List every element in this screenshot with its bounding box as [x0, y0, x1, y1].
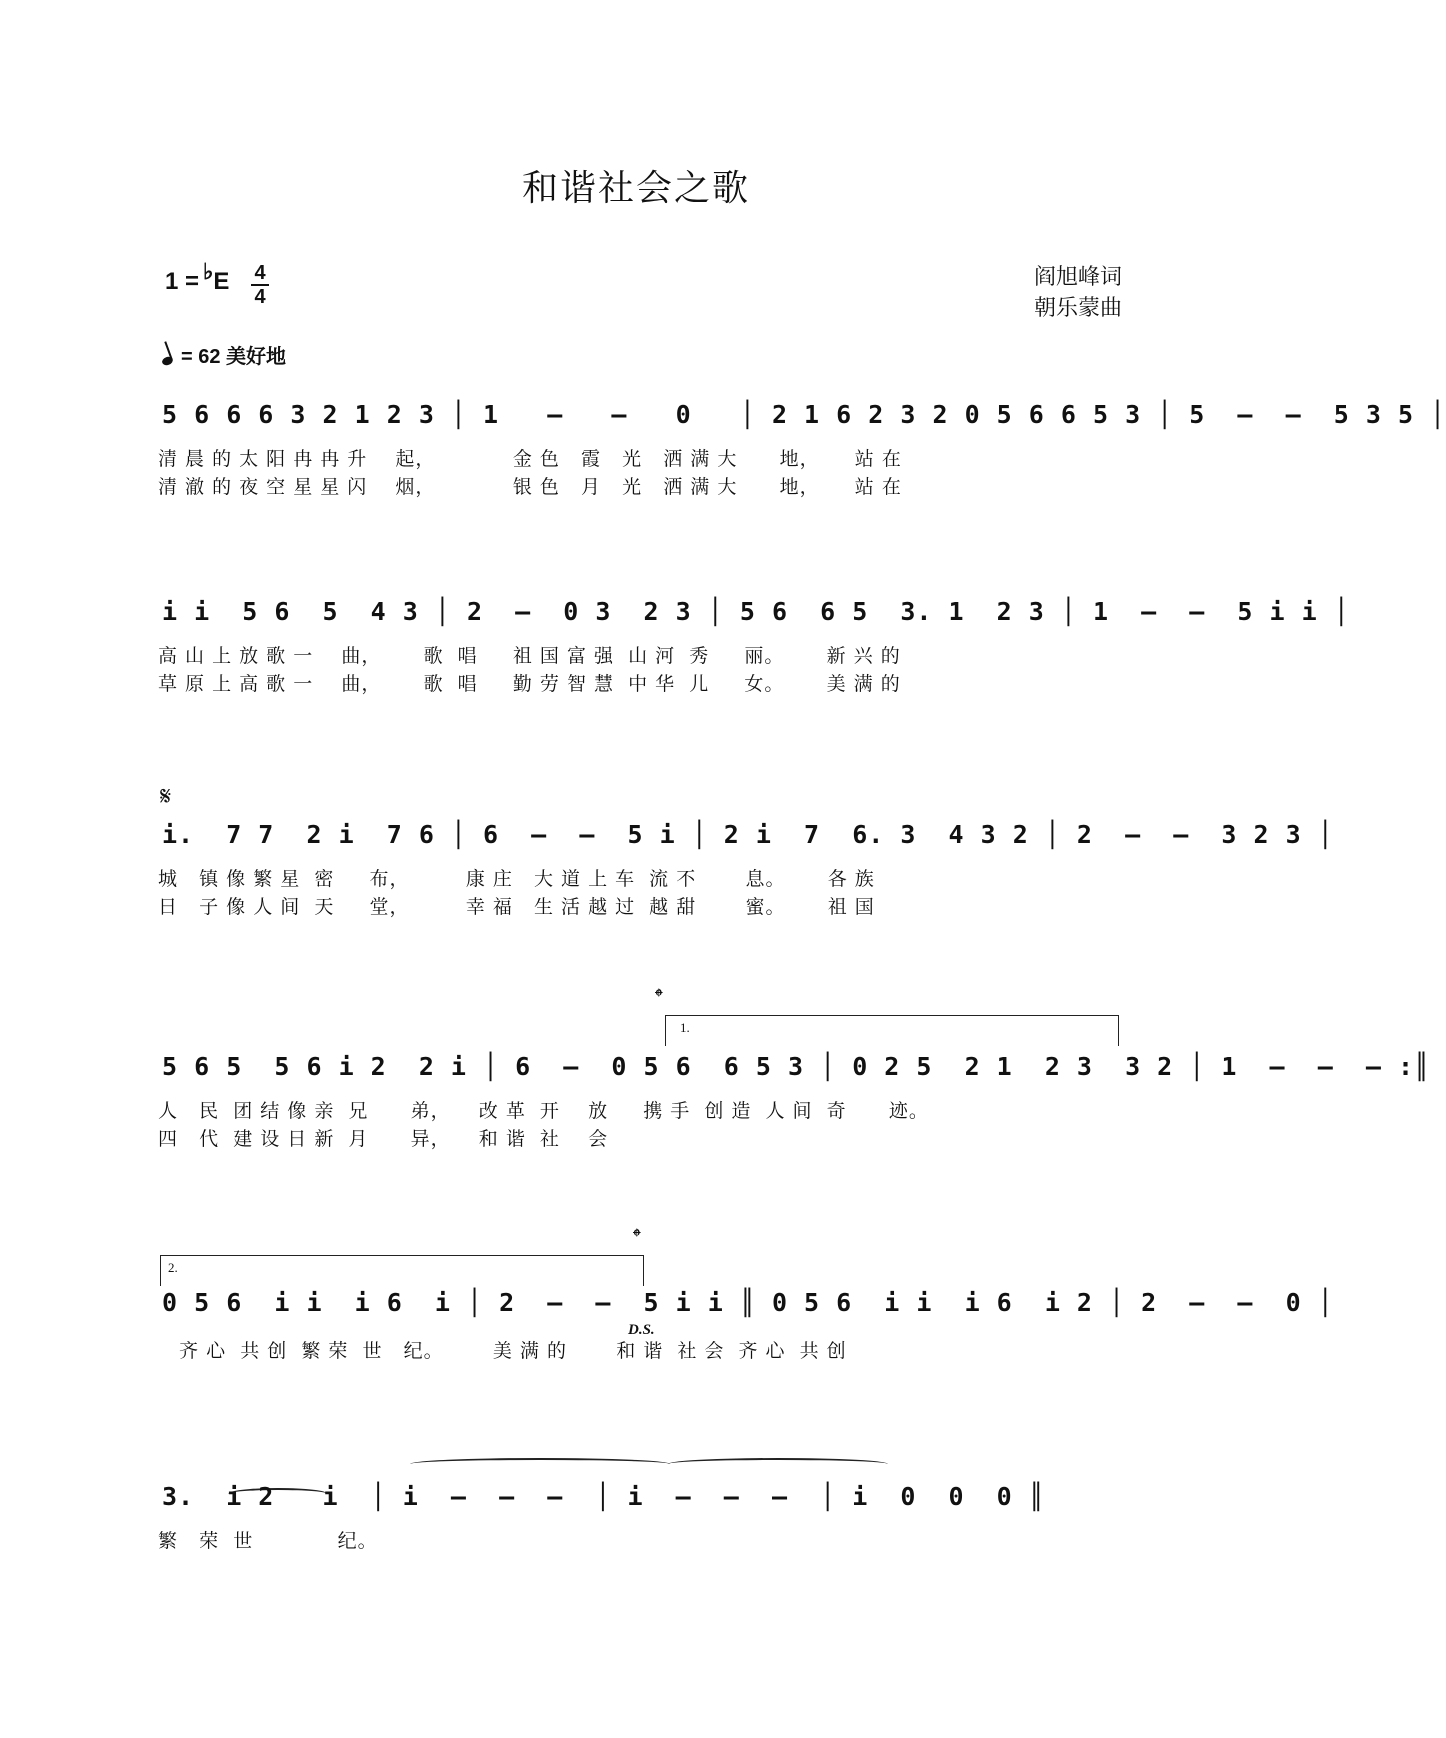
lyrics-line-1-verse-1: 清 晨 的 太 阳 冉 冉 升 起， 金 色 霞 光 洒 满 大 地， 站 在 — [158, 448, 902, 470]
first-ending-label: 1. — [680, 1020, 690, 1035]
tie-arc — [410, 1458, 670, 1470]
notes-line-4: 5 6 5 5 6 i 2 2 i │ 6 – 0 5 6 6 5 3 │ 0 2 5 2 1 2 3 3 2 │ 1 – – – :║ — [162, 1052, 1431, 1081]
first-ending-bracket — [665, 1015, 1119, 1046]
lyrics-line-4-verse-2: 四 代 建 设 日 新 月 异， 和 谐 社 会 — [158, 1128, 609, 1150]
lyricist: 阎旭峰词 — [1033, 265, 1122, 290]
lyrics-line-2-verse-2: 草 原 上 高 歌 一 曲， 歌 唱 勤 劳 智 慧 中 华 儿 女。 美 满 的 — [158, 673, 901, 695]
lyrics-line-4-verse-1: 人 民 团 结 像 亲 兄 弟， 改 革 开 放 携 手 创 造 人 间 奇 迹。 — [158, 1100, 929, 1122]
composer: 朝乐蒙曲 — [1033, 296, 1122, 321]
notes-line-6: 3. i 2 i │ i – – – │ i – – – │ i 0 0 0 ║ — [162, 1482, 1045, 1511]
notes-line-3: i. 7 7 2 i 7 6 │ 6 – – 5 i │ 2 i 7 6. 3 4 3 2 │ 2 – – 3 2 3 │ — [162, 820, 1334, 849]
lyrics-line-2-verse-1: 高 山 上 放 歌 一 曲， 歌 唱 祖 国 富 强 山 河 秀 丽。 新 兴 的 — [158, 645, 901, 667]
key-signature — [165, 259, 230, 296]
second-ending-label: 2. — [168, 1260, 178, 1275]
lyrics-line-3-verse-1: 城 镇 像 繁 星 密 布， 康 庄 大 道 上 车 流 不 息。 各 族 — [158, 868, 875, 890]
key-prefix: 1 = — [165, 268, 200, 295]
notes-line-2: i i 5 6 5 4 3 │ 2 – 0 3 2 3 │ 5 6 6 5 3. 1 2 3 │ 1 – – 5 i i │ — [162, 597, 1350, 626]
coda-sign-1: 𝄌 — [655, 985, 663, 1010]
time-signature-bottom: 4 — [254, 286, 266, 308]
dal-segno-marking: D.S. — [628, 1322, 655, 1338]
coda-sign-2: 𝄌 — [633, 1225, 641, 1250]
lyrics-line-3-verse-2: 日 子 像 人 间 天 堂， 幸 福 生 活 越 过 越 甜 蜜。 祖 国 — [158, 896, 875, 918]
time-signature — [250, 262, 270, 308]
tempo-text: = 62 美好地 — [181, 346, 287, 368]
tempo-marking — [162, 340, 286, 369]
lyrics-line-1-verse-2: 清 澈 的 夜 空 星 星 闪 烟， 银 色 月 光 洒 满 大 地， 站 在 — [158, 476, 902, 498]
key-letter: E — [213, 268, 230, 295]
segno-sign: 𝄋 — [160, 782, 172, 812]
lyrics-line-6-verse-1: 繁 荣 世 纪。 — [158, 1530, 378, 1552]
time-signature-top: 4 — [254, 262, 266, 284]
notes-line-1: 5 6 6 6 3 2 1 2 3 │ 1 – – 0 │ 2 1 6 2 3 2 0 5 6 6 5 3 │ 5 – – 5 3 5 │ — [162, 400, 1446, 429]
flat-symbol: ♭ — [203, 259, 214, 284]
lyrics-line-5-verse-1: 齐 心 共 创 繁 荣 世 纪。 美 满 的 和 谐 社 会 齐 心 共 创 — [158, 1340, 847, 1362]
tie-arc — [668, 1458, 888, 1470]
credits — [1034, 262, 1122, 324]
page-title: 和谐社会之歌 — [521, 168, 750, 209]
quarter-note-icon — [161, 355, 174, 366]
notes-line-5: 0 5 6 i i i 6 i │ 2 – – 5 i i ║ 0 5 6 i i i 6 i 2 │ 2 – – 0 │ — [162, 1288, 1334, 1317]
second-ending-bracket — [160, 1255, 644, 1286]
